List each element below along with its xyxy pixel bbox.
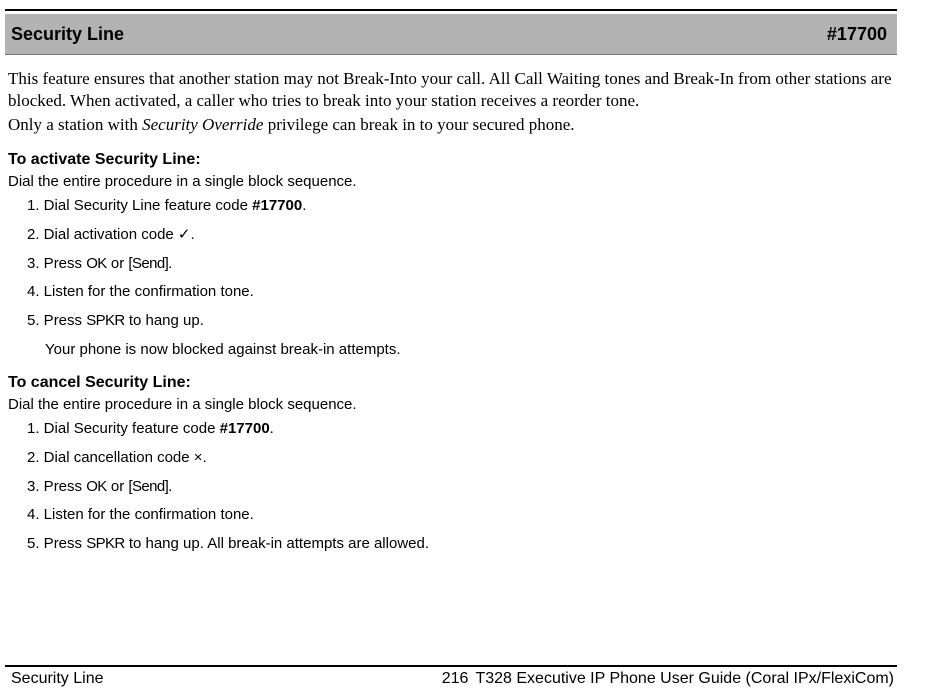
ok-key: OK xyxy=(86,477,107,495)
activate-step-3: 3. Press OK or [Send]. xyxy=(27,254,173,272)
section-header xyxy=(5,14,897,55)
cancel-section xyxy=(8,373,893,554)
activate-step-5: 5. Press SPKR to hang up. xyxy=(27,312,204,330)
send-key: [Send] xyxy=(128,477,169,495)
checkmark-icon: ✓ xyxy=(177,225,191,243)
cancel-steps xyxy=(8,419,893,554)
top-rule xyxy=(5,9,897,11)
intro-text xyxy=(8,68,893,136)
cancel-description: Dial the entire procedure in a single block sequence. xyxy=(8,396,357,413)
feature-code: #17700 xyxy=(826,23,887,44)
activate-step-1: 1. Dial Security Line feature code #17700. xyxy=(27,197,307,214)
activate-result-note: Your phone is now blocked against break-in attempts. xyxy=(45,341,401,359)
activate-section xyxy=(8,150,893,360)
activate-description: Dial the entire procedure in a single block sequence. xyxy=(8,173,357,190)
activate-step-4: 4. Listen for the confirmation tone. xyxy=(27,283,254,301)
feature-code-value: #17700 xyxy=(219,420,270,437)
footer-guide-info xyxy=(442,669,894,689)
send-key: [Send] xyxy=(128,254,169,272)
cancel-step-5: 5. Press SPKR to hang up. All break-in attempts are allowed. xyxy=(27,535,429,553)
intro-paragraph: This feature ensures that another station may not Break-Into your call. All Call Waiting tones and Break-In from other stations are blocked. When activated, a caller who tries to break into your station receives a reorder tone. xyxy=(8,69,892,110)
page-title: Security Line xyxy=(11,23,125,44)
ok-key: OK xyxy=(86,254,107,272)
spkr-key: SPKR xyxy=(86,312,125,330)
activate-heading: To activate Security Line: xyxy=(8,151,201,168)
feature-code-value: #17700 xyxy=(252,197,303,214)
page-number: 216 xyxy=(441,670,469,687)
spkr-key: SPKR xyxy=(86,535,125,553)
cancel-step-1: 1. Dial Security feature code #17700. xyxy=(27,420,274,437)
cross-icon: × xyxy=(193,448,203,466)
cancel-step-2: 2. Dial cancellation code ×. xyxy=(27,448,207,466)
intro-paragraph-override: Only a station with Security Override privilege can break in to your secured phone. xyxy=(8,115,575,134)
cancel-step-4: 4. Listen for the confirmation tone. xyxy=(27,506,254,524)
cancel-heading: To cancel Security Line: xyxy=(8,374,191,391)
footer-rule xyxy=(5,665,897,667)
security-override-term: Security Override xyxy=(142,115,264,134)
guide-title: T328 Executive IP Phone User Guide (Coral IPx/FlexiCom) xyxy=(475,670,894,687)
cancel-step-3: 3. Press OK or [Send]. xyxy=(27,477,173,495)
footer-section-name: Security Line xyxy=(11,670,104,687)
activate-steps xyxy=(8,196,893,331)
activate-step-2: 2. Dial activation code ✓. xyxy=(27,225,195,243)
